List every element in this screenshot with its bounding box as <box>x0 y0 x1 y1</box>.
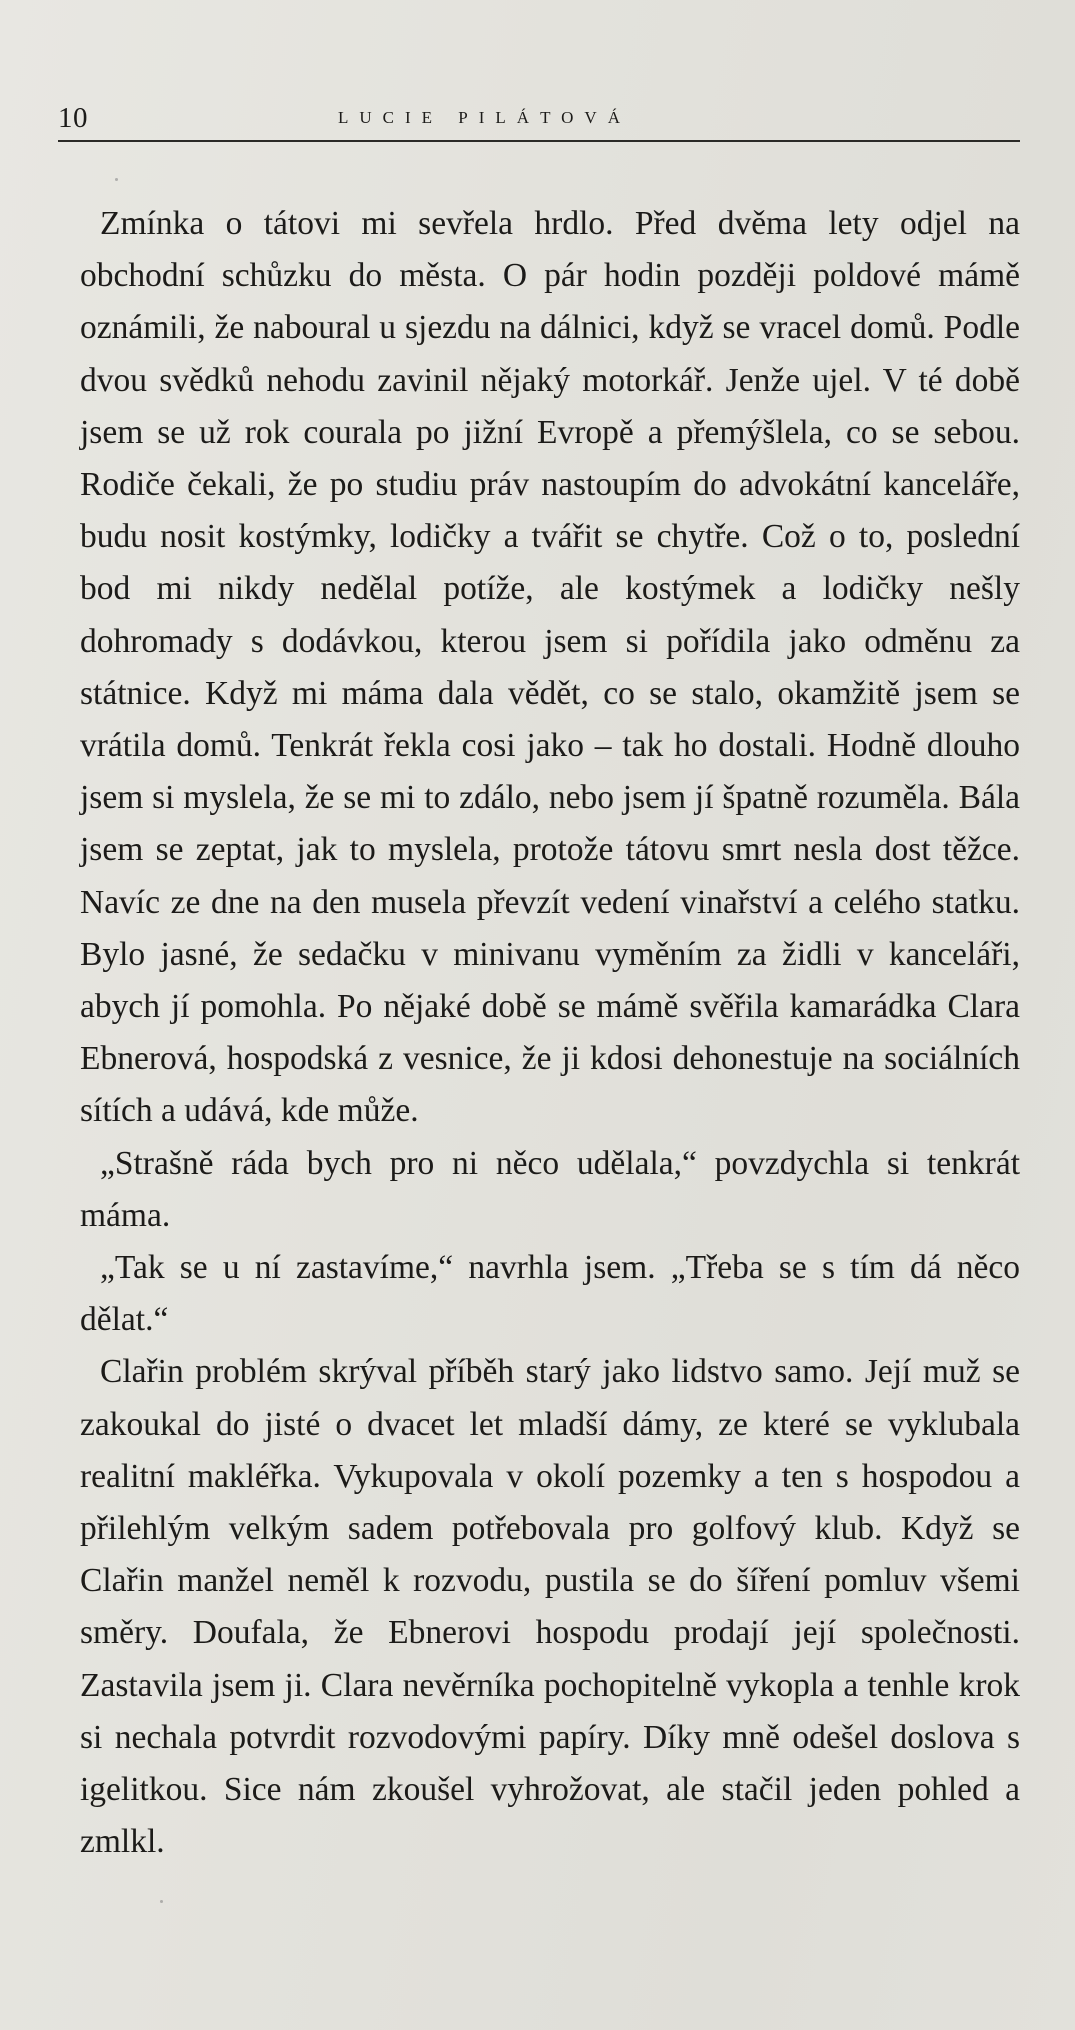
paper-speck <box>115 178 118 181</box>
paper-speck <box>160 1900 163 1903</box>
body-text <box>80 198 1020 1869</box>
paragraph: Clařin problém skrýval příběh starý jako lidstvo samo. Její muž se zakoukal do jisté o dvacet let mladší dámy, ze které se vyklubala realitní makléřka. Vykupovala v okolí pozemky a ten s hospodou a přilehlým velkým sadem potřebovala pro golfový klub. Když se Clařin manžel neměl k rozvodu, pustila se do šíření pomluv všemi směry. Doufala, že Ebnerovi hospodu prodají její společnosti. Zastavila jsem ji. Clara nevěrníka pochopitelně vykopla a tenhle krok si nechala potvrdit rozvodovými papíry. Díky mně odešel doslova s igelitkou. Sice nám zkoušel vyhrožovat, ale stačil jeden pohled a zmlkl. <box>80 1353 1020 1861</box>
paragraph: Zmínka o tátovi mi sevřela hrdlo. Před dvěma lety odjel na obchodní schůzku do města. O pár hodin později poldové mámě oznámili, že naboural u sjezdu na dálnici, když se vracel domů. Podle dvou svědků nehodu zavinil nějaký motorkář. Jenže ujel. V té době jsem se už rok courala po jižní Evropě a přemýšlela, co se sebou. Rodiče čekali, že po studiu práv nastoupím do advokátní kanceláře, budu nosit kostýmky, lodičky a tvářit se chytře. Což o to, poslední bod mi nikdy nedělal potíže, ale kostýmek a lodičky nešly dohromady s dodávkou, kterou jsem si pořídila jako odměnu za státnice. Když mi máma dala vědět, co se stalo, okamžitě jsem se vrátila domů. Tenkrát řekla cosi jako – tak ho dostali. Hodně dlouho jsem si myslela, že se mi to zdálo, nebo jsem jí špatně rozuměla. Bála jsem se zeptat, jak to myslela, protože tátovu smrt nesla dost těžce. Navíc ze dne na den musela převzít vedení vinařství a celého statku. Bylo jasné, že sedačku v minivanu vyměním za židli v kanceláři, abych jí pomohla. Po nějaké době se mámě svěřila kamarádka Clara Ebnerová, hospodská z vesnice, že ji kdosi dehonestuje na sociálních sítích a udává, kde může. <box>80 205 1020 1130</box>
header-rule <box>58 140 1020 142</box>
paragraph: „Tak se u ní zastavíme,“ navrhla jsem. „Třeba se s tím dá něco dělat.“ <box>80 1249 1020 1339</box>
page-header <box>58 96 1020 140</box>
page-number: 10 <box>58 102 88 134</box>
running-head-author: LUCIE PILÁTOVÁ <box>338 108 631 127</box>
paragraph: „Strašně ráda bych pro ni něco udělala,“ povzdychla si tenkrát máma. <box>80 1144 1020 1234</box>
